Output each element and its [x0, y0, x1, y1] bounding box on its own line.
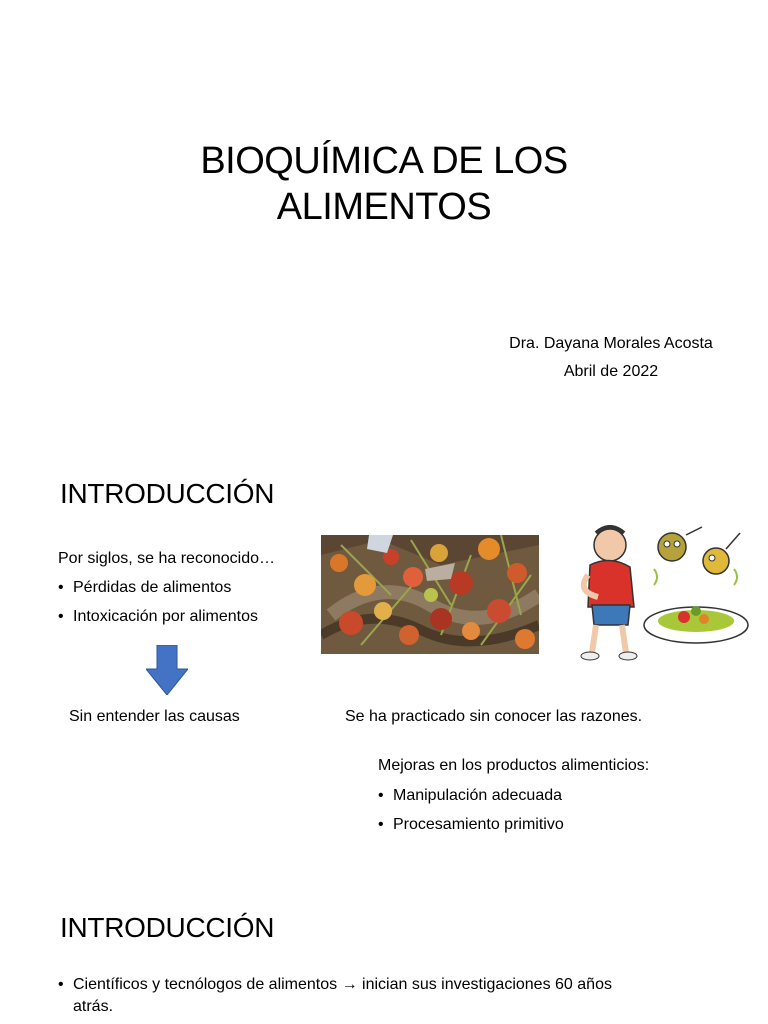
slide-heading: INTRODUCCIÓN [60, 478, 275, 509]
slide-heading: INTRODUCCIÓN [60, 912, 275, 943]
introduction-slide-2 [0, 862, 768, 1024]
introduction-slide [0, 430, 768, 862]
bullet-icon: • [58, 976, 64, 993]
research-bullet [58, 974, 612, 1015]
list-item: • Procesamiento primitivo [378, 810, 564, 839]
title-line-1: BIOQUÍMICA DE LOS [200, 140, 568, 182]
bullet-icon: • [58, 579, 64, 596]
list-item: • Intoxicación por alimentos [58, 602, 258, 631]
losses-list [58, 573, 258, 631]
bullet-icon: • [378, 816, 384, 833]
list-item: • Pérdidas de alimentos [58, 573, 258, 602]
improvements-list [378, 781, 564, 839]
title-line-2: ALIMENTOS [276, 186, 492, 228]
left-caption: Sin entender las causas [69, 708, 240, 725]
improvements-title: Mejoras en los productos alimenticios: [378, 757, 650, 774]
right-caption: Se ha practicado sin conocer las razones. [345, 708, 643, 725]
food-waste-photo [321, 535, 539, 654]
presentation-title [0, 138, 768, 230]
research-line-2: atrás. [73, 998, 114, 1015]
intro-text: Por siglos, se ha reconocido… [58, 550, 275, 567]
author-block [500, 330, 722, 386]
research-line-1: Científicos y tecnólogos de alimentos → inician sus investigaciones 60 años [73, 976, 612, 993]
down-arrow-icon [146, 645, 188, 695]
food-poisoning-illustration [574, 525, 750, 663]
bullet-icon: • [58, 608, 64, 625]
presentation-date: Abril de 2022 [563, 363, 659, 380]
bullet-icon: • [378, 787, 384, 804]
author-name: Dra. Dayana Morales Acosta [509, 335, 713, 352]
title-slide [0, 0, 768, 430]
list-item: • Manipulación adecuada [378, 781, 564, 810]
